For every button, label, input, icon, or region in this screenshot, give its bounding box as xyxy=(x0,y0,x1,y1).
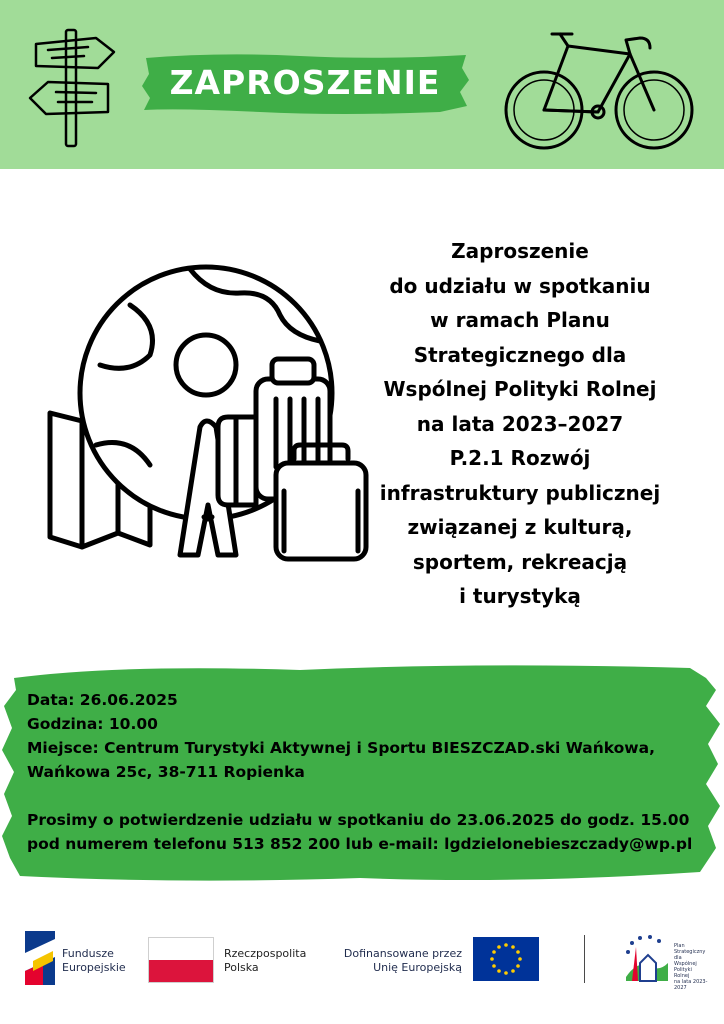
meeting-place: Miejsce: Centrum Turystyki Aktywnej i Sportu BIESZCZAD.ski Wańkowa, xyxy=(27,739,655,757)
heading-line: sportem, rekreacją xyxy=(412,549,628,574)
meeting-address: Wańkowa 25c, 38-711 Ropienka xyxy=(27,763,305,781)
heading-line: infrastruktury publicznej xyxy=(379,480,661,505)
meeting-details xyxy=(27,688,707,856)
eu-cofunding-label: Dofinansowane przez Unię Europejską xyxy=(343,947,462,974)
heading-line: związanej z kulturą, xyxy=(407,515,633,539)
rsvp-contact: pod numerem telefonu 513 852 200 lub e-mail: lgdzielonebieszczady@wp.pl xyxy=(27,835,693,853)
footer-logos xyxy=(0,925,724,995)
poland-flag xyxy=(148,937,214,983)
heading-line: Zaproszenie xyxy=(451,239,589,263)
heading-line: P.2.1 Rozwój xyxy=(449,446,591,470)
fundusze-europejskie-label: Fundusze Europejskie xyxy=(62,947,126,974)
meeting-date: Data: 26.06.2025 xyxy=(27,691,178,709)
rzeczpospolita-polska-label: Rzeczpospolita Polska xyxy=(224,947,307,974)
page-title: ZAPROSZENIE xyxy=(169,63,441,102)
heading-line: Wspólnej Polityki Rolnej xyxy=(383,377,657,401)
heading-line: do udziału w spotkaniu xyxy=(389,273,651,298)
bicycle-icon xyxy=(500,26,696,154)
heading-line: na lata 2023–2027 xyxy=(416,411,624,436)
invitation-heading xyxy=(360,234,680,614)
signpost-icon xyxy=(22,22,120,150)
meeting-time: Godzina: 10.00 xyxy=(27,715,158,733)
footer-divider xyxy=(584,935,585,983)
heading-line: i turystyką xyxy=(459,584,581,608)
fundusze-europejskie-logo xyxy=(25,931,55,985)
plan-strategiczny-label: Plan Strategiczny dla Wspólnej Polityki Rolnej na lata 2023-2027 xyxy=(674,943,708,991)
heading-line: w ramach Planu xyxy=(430,308,610,332)
eu-flag xyxy=(473,937,539,981)
rsvp-deadline: Prosimy o potwierdzenie udziału w spotkaniu do 23.06.2025 do godz. 15.00 xyxy=(27,811,690,829)
heading-line: Strategicznego dla xyxy=(413,342,627,367)
plan-strategiczny-logo xyxy=(622,933,670,985)
travel-icon xyxy=(40,255,370,575)
